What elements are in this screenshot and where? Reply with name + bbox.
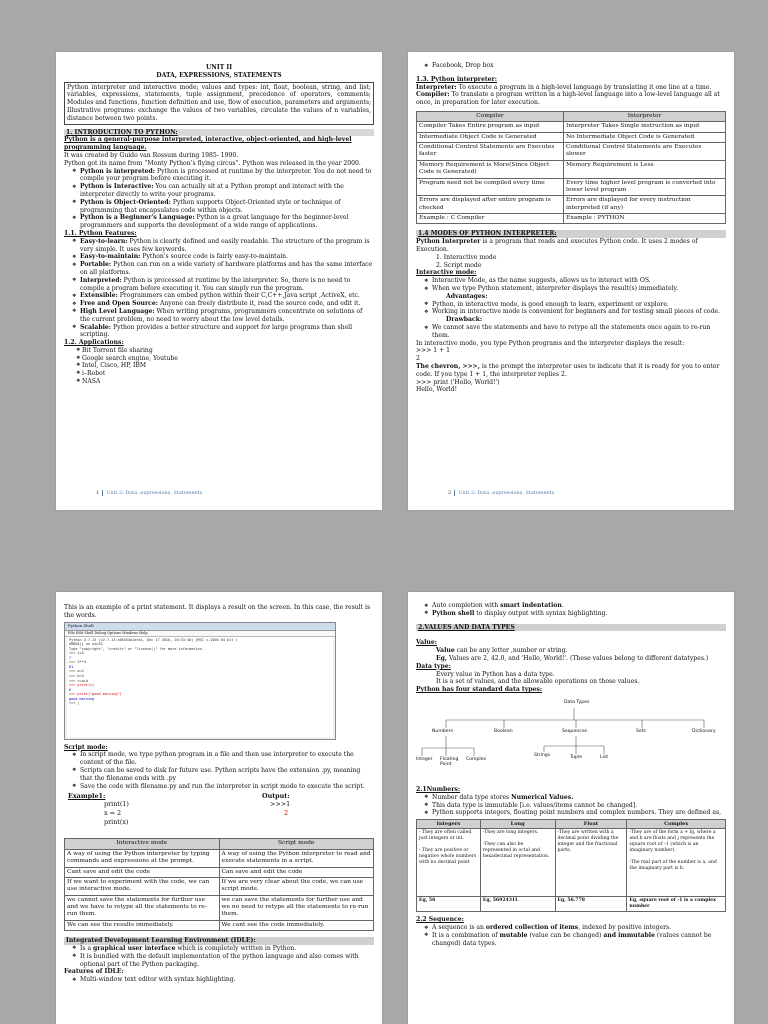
features-heading: 1.1. Python Features:: [64, 229, 137, 237]
table-row: [65, 849, 374, 867]
example-1: [64, 792, 374, 836]
idle-heading: Integrated Development Learning Environment (IDLE):: [64, 937, 374, 945]
chevron-note: The chevron, >>>, is the prompt the interpreter uses to indicate that it is ready for you to enter code. If you type 1 + 1, the interpreter replies 2.: [416, 363, 720, 378]
code-line: print(x): [104, 818, 129, 827]
list-item: ❖ In script mode, we type python program in a file and then use interpreter to execute the content of the file.: [64, 751, 374, 767]
table-cell: Eg, 5692431L: [480, 897, 555, 912]
list-item-text: .: [561, 602, 564, 609]
value-example: Eg, Values are 2, 42.0, and 'Hello, World!'. (These values belong to different datatypes.): [436, 654, 709, 662]
list-item: ❖ Multi-window text editor with syntax highlighting.: [64, 976, 374, 984]
list-item-term: Easy-to-maintain:: [80, 253, 141, 261]
tree-connectors: [416, 698, 726, 780]
list-item: ❖ Save the code with filename.py and run the interpreter in script mode to execute the script.: [64, 783, 374, 791]
table-cell: We cant see the code immediately.: [219, 920, 373, 930]
document-page-4: [408, 592, 734, 1024]
example-lines: [416, 340, 726, 363]
list-item: [64, 199, 374, 215]
text-line: Every value in Python has a data type.: [436, 670, 555, 678]
numbers-bullets: [416, 794, 726, 817]
advantages-list: [416, 301, 726, 317]
tree-leaf: List: [600, 754, 609, 760]
shell-line: >>> c=a+b: [69, 678, 88, 683]
table-cell: Conditional Control Statements are Executes faster: [417, 143, 564, 161]
text-line: Hello, World!: [416, 386, 458, 394]
table-row: [417, 143, 726, 161]
table-cell: Eg, square root of -1 is a complex number: [627, 897, 726, 912]
list-item-term: Portable:: [80, 261, 112, 269]
list-item: [64, 253, 374, 261]
tree-leaf: Tuple: [570, 754, 583, 760]
idle-features-continued: [416, 602, 726, 618]
text-line: >>> 1 + 1: [416, 347, 450, 355]
section-heading-intro: 1. INTRODUCTION TO PYTHON:: [64, 129, 374, 137]
interactive-vs-script-table: [64, 838, 374, 931]
shell-output: [67, 637, 333, 737]
script-mode-heading: Script mode:: [64, 743, 108, 751]
modes-intro: Python Interpreter is a program that reads and executes Python code. It uses 2 modes of Execution.: [416, 238, 698, 254]
list-item-text: Numerical Values.: [511, 793, 574, 801]
table-cell: If we are very clear about the code, we can use script mode.: [219, 877, 373, 895]
shell-title: Python Shell: [65, 623, 335, 631]
text-line: Python got its name from “Monty Python’s flying circus”. Python was released in the year 2000.: [64, 159, 361, 167]
list-item: [64, 308, 374, 324]
shell-line: >>> |: [69, 701, 80, 706]
list-item-text: and immutable: [603, 931, 655, 939]
text-line: >>> print ('Hello, World!'): [416, 378, 500, 386]
example-code: [104, 800, 129, 827]
table-cell: we cannot save the statements for further use and we have to retype all the statements to re-run them.: [65, 895, 220, 920]
example-label: Example1:: [68, 792, 106, 801]
datatype-lines: [416, 671, 726, 687]
list-item: [64, 214, 374, 230]
list-item: ❖ NASA: [64, 378, 374, 386]
shell-menu: File Edit Shell Debug Options Windows Help: [65, 631, 335, 637]
python-shell-screenshot: [64, 622, 336, 740]
table-cell: No Intermediate Object Code is Generated: [564, 132, 726, 142]
list-item: ❖ Scripts can be saved to disk for future use. Python scripts have the extension .py, meaning that the filename ends with .py: [64, 767, 374, 783]
advantages-heading: Advantages:: [446, 292, 488, 300]
shell-line: 6: [69, 687, 72, 692]
tree-node: Boolean: [494, 728, 513, 734]
drawback-heading: Drawback:: [446, 316, 483, 324]
code-line: print(1): [104, 800, 129, 809]
list-item: [416, 610, 726, 618]
table-cell: If we want to experiment with the code, we can use interactive mode.: [65, 877, 220, 895]
number-types-table: [416, 819, 726, 912]
list-item: [64, 953, 374, 969]
unit-heading: UNIT II: [205, 64, 233, 71]
list-item-term: Python is a Beginner's Language:: [80, 214, 195, 222]
tree-leaf: Complex: [466, 756, 487, 762]
list-item-term: Free and Open Source:: [80, 300, 159, 308]
table-header: Float: [555, 820, 627, 829]
table-header: Compiler: [417, 111, 564, 121]
table-row: [417, 196, 726, 214]
list-item-text: ordered collection of items: [485, 924, 579, 932]
list-item-text: Auto completion with: [432, 602, 501, 609]
list-item: [416, 932, 726, 948]
shell-line: >>> 2+5: [69, 651, 84, 656]
example-output: [270, 800, 290, 818]
list-item-term: High Level Language:: [80, 307, 155, 315]
tree-node: Numbers: [432, 728, 453, 734]
table-header: Interpreter: [564, 111, 726, 121]
list-item: ❖ Python, in interactive mode, is good enough to learn, experiment or explore.: [416, 301, 726, 309]
list-item-text: Python is processed at runtime by the interpreter. So, there is no need to compile a program before executing it. You can simply run the program.: [80, 276, 351, 292]
table-cell: -They are written with a decimal point dividing the integer and the fractional parts.: [555, 829, 627, 897]
list-item: 1. Interactive mode: [436, 253, 497, 261]
table-cell: Errors are displayed after entire program is checked: [417, 196, 564, 214]
table-cell: Compiler Takes Entire program as input: [417, 122, 564, 132]
tree-node: Sequences: [562, 728, 588, 734]
document-page-2: [408, 52, 734, 510]
table-header: Long: [480, 820, 555, 829]
output-label: Output:: [262, 792, 290, 801]
table-cell: Eg, 56: [417, 897, 481, 912]
interactive-mode-heading: Interactive mode:: [416, 269, 477, 277]
list-item-text: mutable: [499, 931, 528, 939]
shell-line: >>> a=2: [69, 669, 84, 674]
list-item-text: which is completely written in Python.: [175, 944, 297, 952]
table-header: Script mode: [219, 839, 373, 849]
page-footer: 2 Unit 2: Data ,expressions, Statements: [448, 489, 555, 496]
document-page-1: [56, 52, 382, 510]
table-cell: -They are long integers. -They can also be represented in octal and hexadecimal representation.: [480, 829, 555, 897]
features-list: [64, 238, 374, 339]
table-cell: Example : PYTHON: [564, 214, 726, 224]
list-item: ❖ Intel, Cisco, HP, IBM: [64, 362, 374, 370]
table-header: Interactive mode: [65, 839, 220, 849]
numbers-heading: 2.1Numbers:: [416, 785, 461, 793]
shell-line: >>> b=4: [69, 673, 84, 678]
list-item: ❖ i–Robot: [64, 370, 374, 378]
interactive-mode-bullets: [416, 277, 726, 293]
table-cell: Interpreter Takes Single instruction as input: [564, 122, 726, 132]
list-item: [64, 292, 374, 300]
list-item: ❖ We cannot save the statements and have to retype all the statements once again to re-run them.: [416, 324, 726, 340]
list-item-term: Scalable:: [80, 323, 112, 331]
list-item-text: Programmers can embed python within their C,C++,Java script ,ActiveX, etc.: [117, 292, 360, 300]
list-item: [64, 945, 374, 953]
tree-leaf: Floating Point: [440, 756, 459, 768]
list-item-text: graphical user interface: [93, 944, 176, 952]
list-item-text: A sequence is an: [432, 924, 486, 932]
text-line: In interactive mode, you type Python programs and the interpreter displays the result:: [416, 339, 685, 347]
list-item: ❖ Bit Torrent file sharing: [64, 347, 374, 355]
list-item-text: Number data type stores: [432, 793, 512, 801]
shell-line: Python 2.7.13 (v2.7.13:a06454b1afa1, Dec 17 2016, 20:53:40) [MSC v.1500 64 bit (: [69, 637, 238, 642]
page-footer: 1 Unit 2: Data ,expressions, Statements: [96, 489, 203, 496]
list-item-text: It is a combination of: [432, 931, 500, 939]
list-item: 2. Script mode: [436, 261, 482, 269]
datatype-heading: Data type:: [416, 662, 451, 670]
list-item-text: smart indentation: [500, 602, 562, 609]
table-row: [417, 122, 726, 132]
list-item: [64, 168, 374, 184]
list-item: [416, 924, 726, 932]
list-item: [64, 300, 374, 308]
datatypes-tree-diagram: [416, 698, 726, 780]
output-line: >>>1: [270, 800, 291, 809]
table-cell: Every time higher level program is converted into lower level program: [564, 178, 726, 196]
list-item-text: , indexed by positive integers.: [578, 924, 672, 932]
list-item-text: Python shell: [432, 609, 475, 617]
interpreter-definition: Interpreter: To execute a program in a high-level language by translating it one line at a time.: [416, 83, 712, 91]
document-page-3: [56, 592, 382, 1024]
modes-list: [416, 254, 726, 270]
list-item-text: Python's source code is fairly easy-to-maintain.: [140, 253, 289, 261]
table-row: [65, 920, 374, 930]
tree-leaf: Strings: [534, 752, 551, 758]
list-item: [416, 802, 726, 810]
table-cell: -They are of the form a + bj, where a and b are floats and j represents the square root of –1 (which is an imaginary number). -The real part of the number is a, and the imaginary part is b.: [627, 829, 726, 897]
four-types-heading: Python has four standard data types:: [416, 686, 543, 694]
list-item-text: Anyone can freely distribute it, read the source code, and edit it.: [158, 300, 361, 308]
tree-node: Sets: [636, 728, 646, 734]
drawback-list: [416, 324, 726, 340]
list-item: ❖ Interactive Mode, as the name suggests, allows us to interact with OS.: [416, 277, 726, 285]
text-line: 2: [416, 355, 420, 363]
table-cell: Intermediate Object Code is Generated: [417, 132, 564, 142]
list-item: [416, 809, 726, 817]
list-item: [416, 794, 726, 802]
list-item-term: Python is Interactive:: [80, 183, 154, 191]
shell-line: AMD64)] on win32: [69, 642, 103, 647]
print-intro: This is an example of a print statement. It displays a result on the screen. In this case, the result is the words.: [64, 604, 371, 619]
list-item-term: Extensible:: [80, 292, 118, 300]
list-item-term: Interpreted:: [80, 276, 122, 284]
table-cell: Can save and edit the code: [219, 867, 373, 877]
table-cell: Errors are displayed for every instruction interpreted (if any): [564, 196, 726, 214]
compiler-definition: Compiler: To translate a program written in a high-level language into a low-level language all at once, in preparation for later execution.: [416, 91, 720, 107]
shell-line: 81: [69, 664, 74, 669]
table-row: [417, 160, 726, 178]
script-mode-bullets: [64, 751, 374, 790]
list-item-term: Python is interpreted:: [80, 167, 156, 175]
intro-bullets: [64, 168, 374, 230]
sequence-bullets: [416, 924, 726, 947]
list-item-text: It is bundled with the default implementation of the python language and also comes with optional part of the Python packaging.: [80, 952, 359, 968]
applications-list: [64, 347, 374, 386]
intro-definition: Python is a general-purpose interpreted, interactive, object-oriented, and high-level programming language.: [64, 136, 352, 152]
list-item-text: Is a: [80, 944, 94, 952]
shell-line: 7: [69, 655, 72, 660]
table-cell: We can see the results immediately.: [65, 920, 220, 930]
list-item-term: Easy-to-learn:: [80, 237, 128, 245]
list-item: [64, 183, 374, 199]
table-row: [417, 178, 726, 196]
tree-leaf: Integer: [416, 756, 433, 762]
table-cell: Memory Requirement is More(Since Object Code is Generated): [417, 160, 564, 178]
table-row: [417, 214, 726, 224]
table-cell: we can save the statements for further use and we no need to retype all the statements to re-run them.: [219, 895, 373, 920]
idle-features-heading: Features of IDLE:: [64, 968, 124, 976]
list-item-text: Python provides a better structure and support for large programs than shell scripting.: [80, 323, 353, 339]
intro-lines: [64, 152, 374, 168]
list-item-term: Python is Object-Oriented:: [80, 198, 171, 206]
table-cell: Example : C Compiler: [417, 214, 564, 224]
table-cell: Eg, 56.778: [555, 897, 627, 912]
applications-heading: 1.2. Applications:: [64, 339, 124, 347]
table-cell: Program need not be compiled every time: [417, 178, 564, 196]
list-item-text: Python supports Object-Oriented style or technique of programming that encapsulates code within objects.: [80, 198, 341, 214]
list-item: [64, 238, 374, 254]
list-item: ❖ Working in interactive mode is convenient for beginners and for testing small pieces of code.: [416, 308, 726, 316]
table-header: Complex: [627, 820, 726, 829]
list-item-text: When writing programs, programmers concentrate on solutions of the current problem, no need to worry about the low level details.: [80, 307, 363, 323]
shell-line: good morning: [69, 696, 95, 701]
shell-line: >>> print("good morning"): [69, 692, 122, 697]
tree-node: Dictionary: [692, 728, 716, 734]
value-heading: Value:: [416, 639, 437, 647]
list-item-text: (values cannot be changed) data types.: [432, 931, 712, 947]
shell-line: >>> print(c): [69, 683, 95, 688]
table-row: [65, 895, 374, 920]
modes-heading: 1.4 MODES OF PYTHON INTERPRETER:: [416, 230, 726, 238]
value-definition: Value can be any letter ,number or string.: [436, 647, 568, 655]
unit-title: DATA, EXPRESSIONS, STATEMENTS: [156, 71, 282, 79]
list-item: ❖ When we type Python statement, interpreter displays the result(s) immediately.: [416, 285, 726, 293]
idle-bullets: [64, 945, 374, 968]
list-item-text: Python supports integers, floating point numbers and complex numbers. They are defined as,: [432, 809, 722, 817]
interpreter-heading: 1.3. Python interpreter:: [416, 75, 497, 83]
text-line: It is a set of values, and the allowable operations on those values.: [436, 678, 640, 686]
compiler-vs-interpreter-table: [416, 111, 726, 225]
table-header: Integers: [417, 820, 481, 829]
table-cell: Conditional Control Statements are Executes slower: [564, 143, 726, 161]
list-item-text: Python is a great language for the beginner-level programmers and supports the development of a wide range of applications.: [80, 214, 349, 230]
list-item-text: Python is clearly defined and easily readable. The structure of the program is very simple. It uses few keywords.: [80, 237, 370, 253]
text-line: It was created by Guido van Rossum during 1985- 1990.: [64, 151, 239, 159]
syllabus-box: Python interpreter and interactive mode; values and types: int, float, boolean, string, and list; variables, expressions, statements, tuple assignment, precedence of operators, comments; Modules and functions, function definition and use, flow of execution, parameters and arguments; Illustrative programs: exchange the values of two variables, circulate the values of n variables, distance between two points.: [64, 82, 374, 125]
list-item-text: Python is processed at runtime by the interpreter. You do not need to compile your program before executing it.: [80, 167, 372, 183]
hello-example: [416, 379, 726, 395]
values-datatypes-heading: 2.VALUES AND DATA TYPES: [416, 624, 726, 632]
list-item-text: You can actually sit at a Python prompt and interact with the interpreter directly to write your programs.: [80, 183, 344, 198]
table-cell: Cant save and edit the code: [65, 867, 220, 877]
shell-line: >>> 3**4: [69, 660, 86, 665]
table-cell: - They are often called just integers or int. - They are positive or negative whole numbers with no decimal point: [417, 829, 481, 897]
list-item: [64, 324, 374, 340]
list-item: ❖ Facebook, Drop box: [416, 62, 726, 70]
list-item-text: to display output with syntax highlighting.: [474, 609, 608, 617]
list-item: ❖ Google search engine, Youtube: [64, 355, 374, 363]
list-item: [64, 277, 374, 293]
tree-root: Data Types: [564, 699, 590, 705]
table-cell: Memory Requirement is Less: [564, 160, 726, 178]
table-cell: A way of using the Python interpreter to read and execute statements in a script.: [219, 849, 373, 867]
output-line: 2: [284, 809, 289, 818]
list-item-text: (value can be changed): [527, 931, 604, 939]
list-item-text: Python can run on a wide variety of hardware platforms and has the same interface on all platforms.: [80, 261, 373, 276]
table-row: [65, 877, 374, 895]
list-item: [416, 602, 726, 610]
sequence-heading: 2.2 Sequence:: [416, 916, 464, 924]
table-row: [65, 867, 374, 877]
list-item-text: This data type is immutable [i.e. values/items cannot be changed].: [432, 801, 638, 809]
idle-features-list: [64, 976, 374, 984]
list-item: [64, 261, 374, 277]
code-line: x = 2: [104, 809, 122, 818]
table-row: [417, 132, 726, 142]
shell-line: Type "copyright", "credits" or "license()" for more information.: [69, 646, 204, 651]
table-cell: A way of using the Python interpreter by typing commands and expressions at the prompt.: [65, 849, 220, 867]
